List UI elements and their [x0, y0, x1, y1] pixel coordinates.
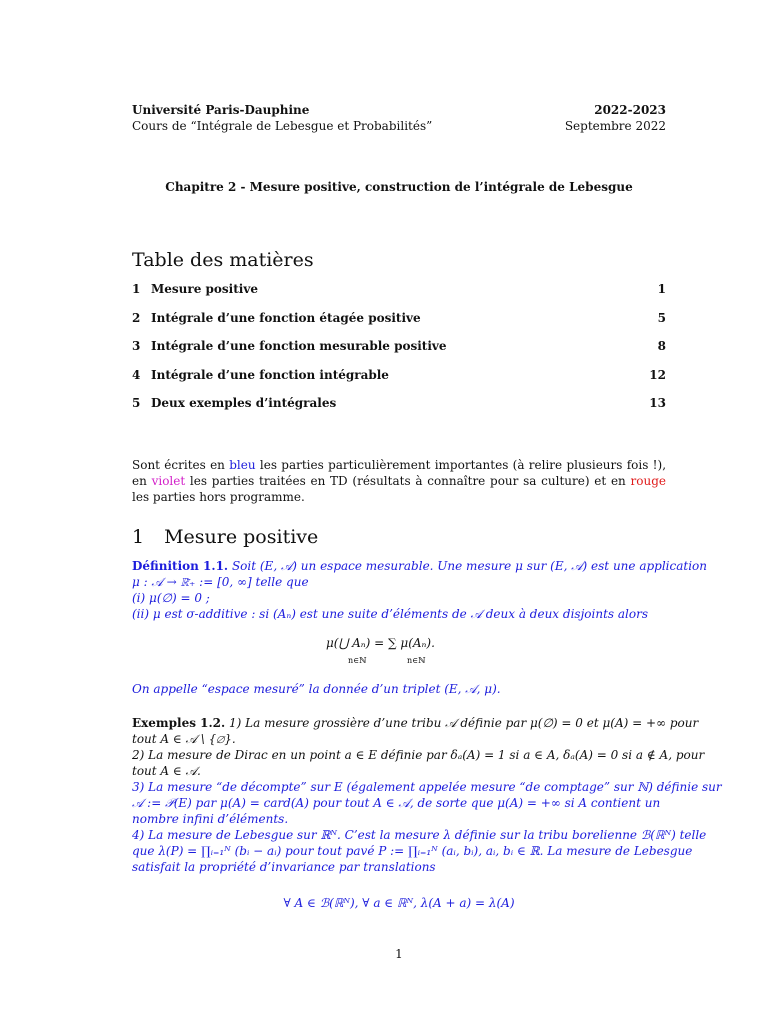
- example-text: 𝒜 := 𝒫(E) par μ(A) = card(A) pour tout A ∈ 𝒜, de sorte que μ(A) = +∞ si A contient un: [132, 796, 661, 810]
- toc-entry-number: 3: [132, 339, 141, 353]
- definition-label: Définition 1.1.: [132, 559, 229, 573]
- color-legend-violet: violet: [151, 474, 186, 488]
- color-legend-blue: bleu: [229, 458, 256, 472]
- intro-text: les parties traitées en TD (résultats à connaître pour sa culture) et en: [185, 474, 631, 488]
- color-legend-red: rouge: [630, 474, 666, 488]
- toc-entry-title: Mesure positive: [151, 282, 258, 296]
- toc-entry-page: 1: [657, 282, 666, 296]
- example-text: tout A ∈ 𝒜 \ {∅}.: [132, 732, 236, 746]
- example-text: 3) La mesure “de décompte” sur E (également appelée mesure “de comptage” sur ℕ) définie sur: [132, 780, 722, 794]
- example-text: nombre infini d’éléments.: [132, 812, 289, 826]
- definition-text: (ii) μ est σ-additive : si (Aₙ) est une suite d’éléments de 𝒜 deux à deux disjoints alors: [132, 607, 648, 621]
- toc-heading: Table des matières: [132, 249, 314, 271]
- chapter-title: Chapitre 2 - Mesure positive, construction de l’intégrale de Lebesgue: [165, 180, 633, 194]
- toc-entry-page: 5: [657, 311, 666, 325]
- section-heading: [132, 526, 318, 548]
- intro-text: les parties hors programme.: [132, 490, 305, 504]
- definition-text: (i) μ(∅) = 0 ;: [132, 591, 210, 605]
- intro-text: les parties particulièrement importantes (à relire plusieurs fois !), en: [132, 458, 667, 488]
- toc-entry-title: Deux exemples d’intégrales: [151, 396, 337, 410]
- intro-paragraph: [132, 457, 666, 505]
- example-text: 4) La mesure de Lebesgue sur ℝᴺ. C’est la mesure λ définie sur la tribu borelienne ℬ(ℝᴺ) telle: [132, 828, 707, 842]
- example-text: satisfait la propriété d’invariance par translations: [132, 860, 436, 874]
- toc-entry-title: Intégrale d’une fonction étagée positive: [151, 311, 421, 325]
- academic-year: 2022-2023: [594, 103, 666, 117]
- university-name: Université Paris-Dauphine: [132, 103, 310, 117]
- translation-invariance-formula: ∀ A ∈ ℬ(ℝᴺ), ∀ a ∈ ℝᴺ, λ(A + a) = λ(A): [283, 896, 515, 910]
- toc-entry-number: 5: [132, 396, 141, 410]
- course-title: Cours de “Intégrale de Lebesgue et Probabilités”: [132, 119, 433, 133]
- section-number: 1: [132, 526, 145, 548]
- intro-text: Sont écrites en: [132, 458, 230, 472]
- example-text: que λ(P) = ∏ᵢ₌₁ᴺ (bᵢ − aᵢ) pour tout pavé P := ∏ᵢ₌₁ᴺ (aᵢ, bᵢ), aᵢ, bᵢ ∈ ℝ. La mesure de Lebesgue: [132, 844, 693, 858]
- toc-entry[interactable]: [132, 282, 666, 296]
- toc-entry[interactable]: [132, 368, 666, 382]
- toc-entry-number: 1: [132, 282, 141, 296]
- page-number: 1: [395, 947, 403, 961]
- formula-expression: μ(⋃ Aₙ) = ∑ μ(Aₙ).: [326, 636, 435, 650]
- examples-block: [132, 715, 722, 875]
- toc-entry-page: 13: [649, 396, 666, 410]
- formula-subscript: n∈ℕ: [348, 656, 367, 665]
- sigma-additivity-formula: [326, 636, 486, 650]
- definition-text: Soit (E, 𝒜) un espace mesurable. Une mesure μ sur (E, 𝒜) est une application: [231, 559, 708, 573]
- toc-entry[interactable]: [132, 311, 666, 325]
- toc-entry-number: 4: [132, 368, 141, 382]
- definition-text: μ : 𝒜 → ℝ̄₊ := [0, ∞] telle que: [132, 575, 309, 589]
- toc-entry-page: 12: [649, 368, 666, 382]
- definition-block: [132, 558, 708, 622]
- toc-entry-title: Intégrale d’une fonction intégrable: [151, 368, 389, 382]
- formula-subscript: n∈ℕ: [407, 656, 426, 665]
- example-text: 1) La mesure grossière d’une tribu 𝒜 définie par μ(∅) = 0 et μ(A) = +∞ pour: [229, 716, 699, 730]
- section-title: Mesure positive: [164, 526, 319, 548]
- definition-text: On appelle “espace mesuré” la donnée d’un triplet (E, 𝒜, μ).: [132, 682, 501, 696]
- toc-entry-page: 8: [657, 339, 666, 353]
- toc-entry-title: Intégrale d’une fonction mesurable positive: [151, 339, 447, 353]
- toc-entry[interactable]: [132, 396, 666, 410]
- examples-label: Exemples 1.2.: [132, 716, 226, 730]
- example-text: tout A ∈ 𝒜.: [132, 764, 201, 778]
- example-text: 2) La mesure de Dirac en un point a ∈ E définie par δₐ(A) = 1 si a ∈ A, δₐ(A) = 0 si a ∉ A, pour: [132, 748, 705, 762]
- toc-entry-number: 2: [132, 311, 141, 325]
- document-date: Septembre 2022: [564, 119, 666, 133]
- toc-entry[interactable]: [132, 339, 666, 353]
